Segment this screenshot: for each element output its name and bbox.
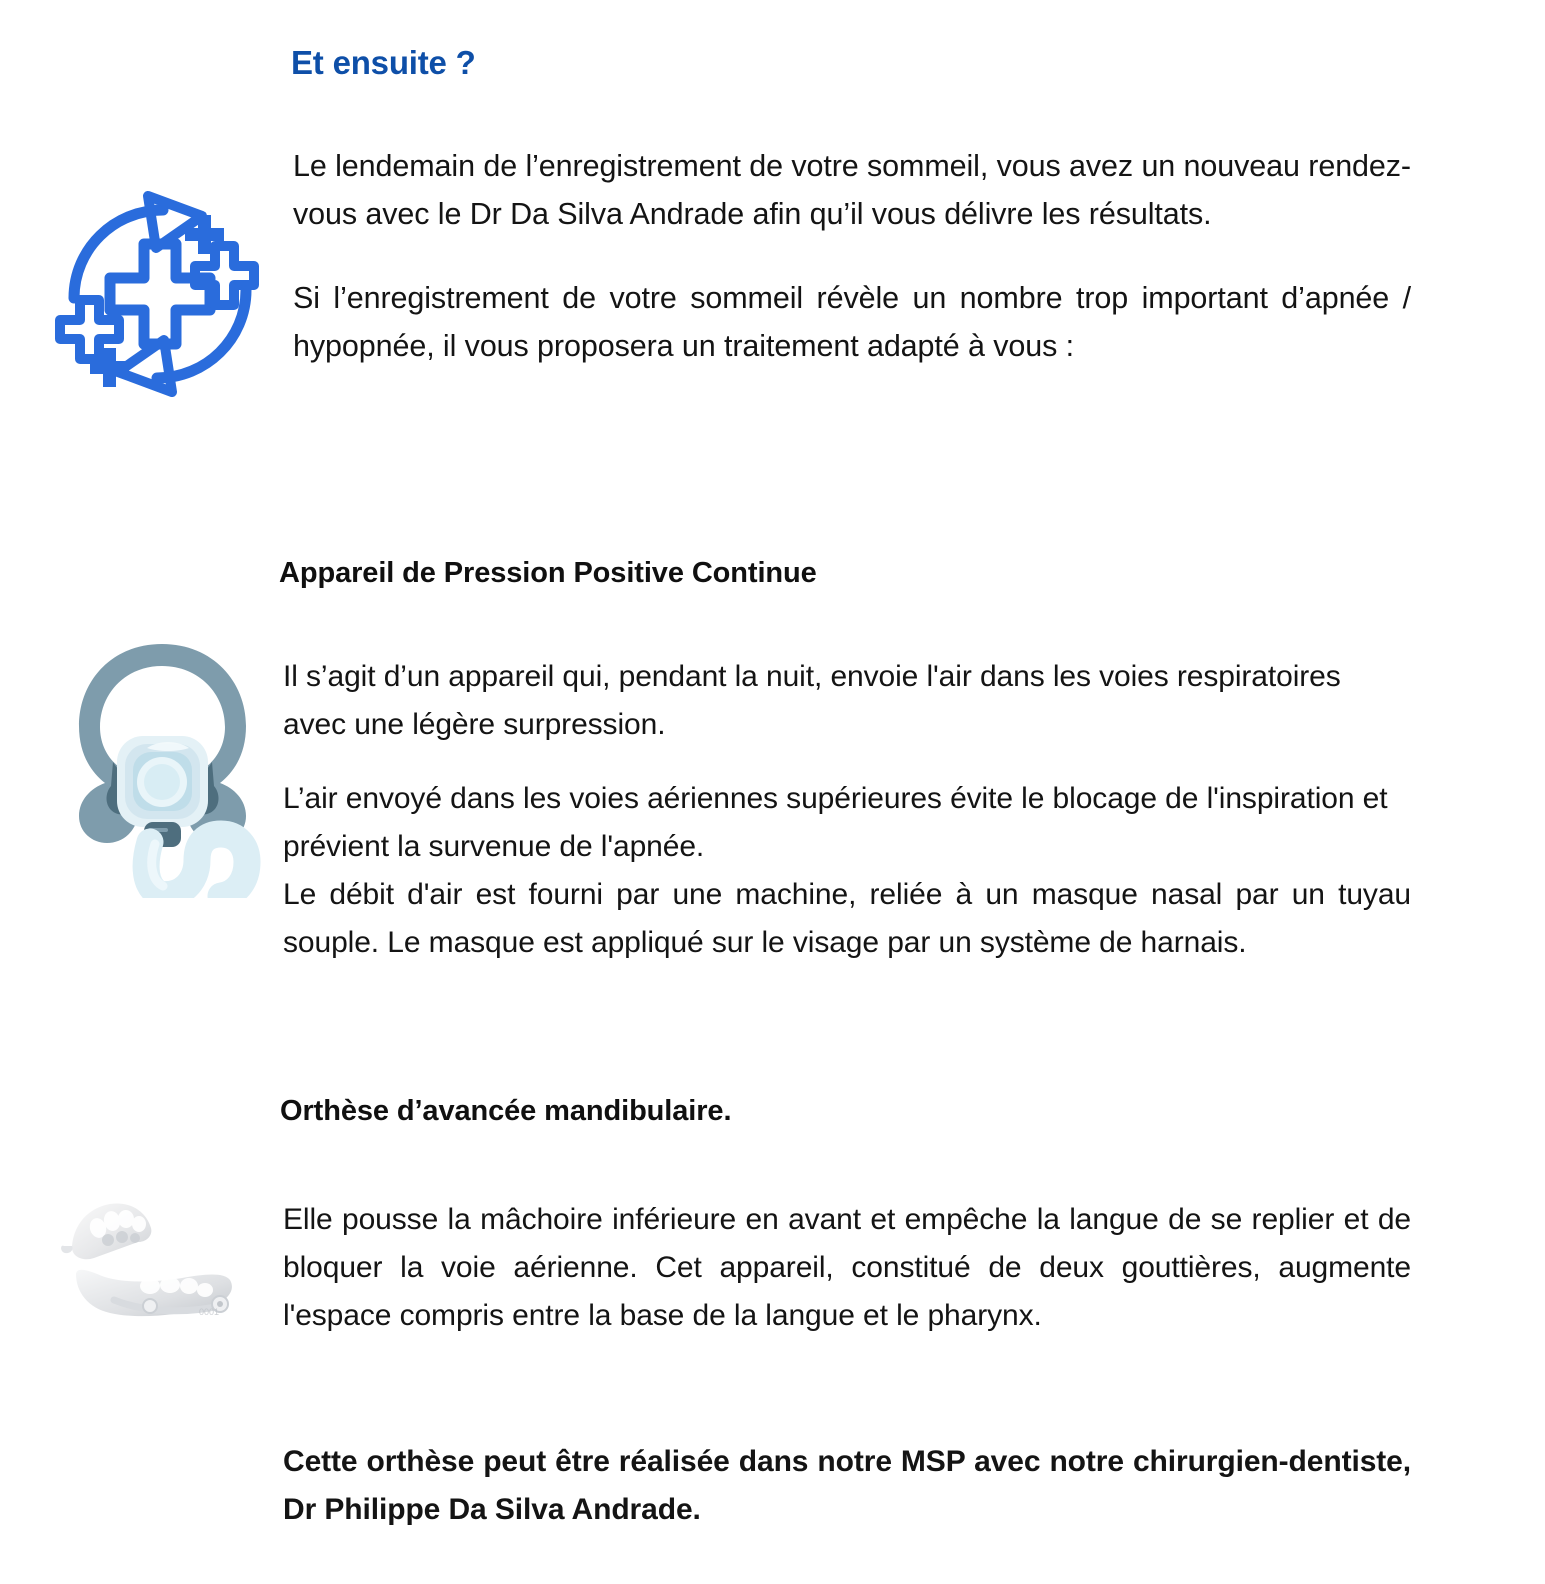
mandibular-advancement-device-photo [54,1182,254,1332]
cpap-paragraph-2: L’air envoyé dans les voies aériennes supérieures évite le blocage de l'inspiration et prévient la survenue de l'apnée. [283,782,1388,863]
section-heading-oam: Orthèse d’avancée mandibulaire. [280,1095,732,1127]
section-heading-cpap: Appareil de Pression Positive Continue [279,557,817,589]
intro-paragraph-2: Si l’enregistrement de votre sommeil révèle un nombre trop important d’apnée / hypopnée, il vous proposera un traitement adapté à vous : [293,281,1411,363]
cpap-nasal-mask-illustration [55,636,270,898]
paragraph-spacer [283,749,1411,775]
oam-closing-block [283,1438,1411,1534]
intro-paragraph-1: Le lendemain de l’enregistrement de votre sommeil, vous avez un nouveau rendez-vous avec le Dr Da Silva Andrade afin qu’il vous délivre les résultats. [293,149,1411,231]
page-title: Et ensuite ? [291,44,476,81]
cpap-paragraph-3: Le débit d'air est fourni par une machine, reliée à un masque nasal par un tuyau souple. Le masque est appliqué sur le visage par un système de harnais. [283,878,1411,959]
oam-text-block [283,1196,1411,1340]
intro-text-block [293,142,1411,370]
oam-closing-text: Cette orthèse peut être réalisée dans notre MSP avec notre chirurgien-dentiste, Dr Philippe Da Silva Andrade. [283,1445,1411,1526]
cpap-text-block [283,653,1411,967]
svg-text:0001: 0001 [199,1307,220,1317]
oam-paragraph-1: Elle pousse la mâchoire inférieure en avant et empêche la langue de se replier et de bloquer la voie aérienne. Cet appareil, constitué de deux gouttières, augmente l'espace compris entre la base de la langue et le pharynx. [283,1203,1411,1332]
cpap-paragraph-1: Il s’agit d’un appareil qui, pendant la nuit, envoie l'air dans les voies respiratoires avec une légère surpression. [283,660,1341,741]
medical-cross-refresh-icon [52,186,268,402]
